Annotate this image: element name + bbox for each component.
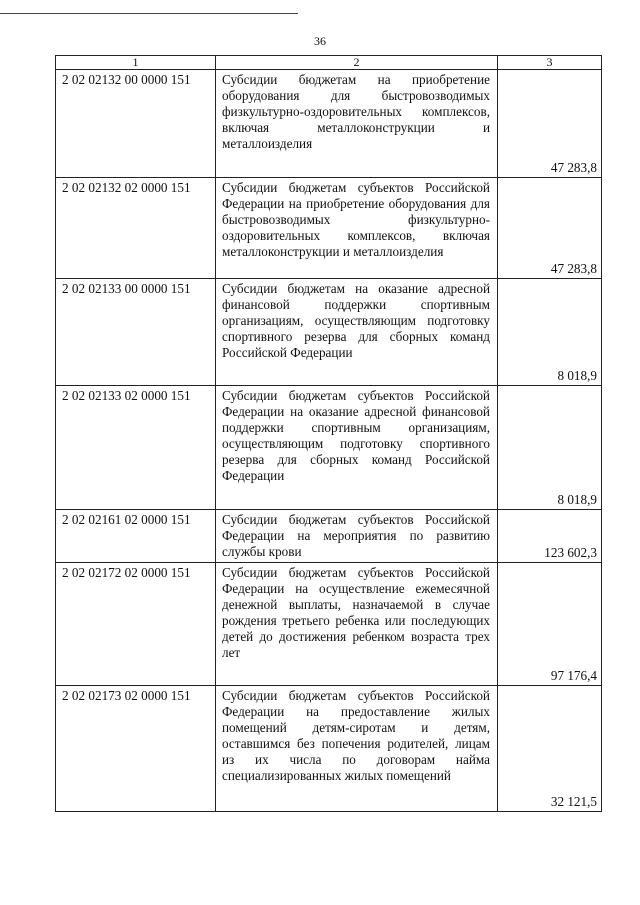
- header-row: [56, 56, 602, 70]
- amount-value: 47 283,8: [498, 178, 602, 279]
- item-description: Субсидии бюджетам субъектов Российской Федерации на предоставление жилых помещений детям-сиротам и детям, оставшимся без попечения родителей, лицам из их числа по договорам найма специализированных жилых помещений: [216, 686, 498, 812]
- amount-value: 47 283,8: [498, 70, 602, 178]
- amount-value: 8 018,9: [498, 386, 602, 510]
- budget-code: 2 02 02132 00 0000 151: [56, 70, 216, 178]
- amount-value: 32 121,5: [498, 686, 602, 812]
- budget-code: 2 02 02132 02 0000 151: [56, 178, 216, 279]
- column-header-2: 2: [216, 56, 498, 70]
- amount-value: 123 602,3: [498, 510, 602, 563]
- column-header-1: 1: [56, 56, 216, 70]
- table-row: [56, 686, 602, 812]
- page-number: 36: [314, 34, 326, 48]
- column-header-3: 3: [498, 56, 602, 70]
- budget-code: 2 02 02133 00 0000 151: [56, 279, 216, 386]
- scan-edge-line: [0, 13, 298, 14]
- table-row: [56, 178, 602, 279]
- item-description: Субсидии бюджетам субъектов Российской Федерации на приобретение оборудования для быстровозводимых физкультурно-оздоровительных комплексов, включая металлоконструкции и металлоизделия: [216, 178, 498, 279]
- table-row: [56, 510, 602, 563]
- budget-code: 2 02 02173 02 0000 151: [56, 686, 216, 812]
- table-row: [56, 279, 602, 386]
- table-row: [56, 386, 602, 510]
- item-description: Субсидии бюджетам на оказание адресной финансовой поддержки спортивным организациям, осуществляющим подготовку спортивного резерва для сборных команд Российской Федерации: [216, 279, 498, 386]
- budget-code: 2 02 02172 02 0000 151: [56, 563, 216, 686]
- table-row: [56, 70, 602, 178]
- table-row: [56, 563, 602, 686]
- amount-value: 8 018,9: [498, 279, 602, 386]
- item-description: Субсидии бюджетам субъектов Российской Федерации на оказание адресной финансовой поддержки спортивным организациям, осуществляющим подготовку спортивного резерва для сборных команд Российской Федерации: [216, 386, 498, 510]
- item-description: Субсидии бюджетам на приобретение оборудования для быстровозводимых физкультурно-оздоровительных комплексов, включая металлоконструкции и металлоизделия: [216, 70, 498, 178]
- amount-value: 97 176,4: [498, 563, 602, 686]
- budget-code: 2 02 02133 02 0000 151: [56, 386, 216, 510]
- item-description: Субсидии бюджетам субъектов Российской Федерации на осуществление ежемесячной денежной выплаты, назначаемой в случае рождения третьего ребенка или последующих детей до достижения ребенком возраста трех лет: [216, 563, 498, 686]
- budget-code: 2 02 02161 02 0000 151: [56, 510, 216, 563]
- budget-revenue-table: [55, 55, 602, 812]
- item-description: Субсидии бюджетам субъектов Российской Федерации на мероприятия по развитию службы крови: [216, 510, 498, 563]
